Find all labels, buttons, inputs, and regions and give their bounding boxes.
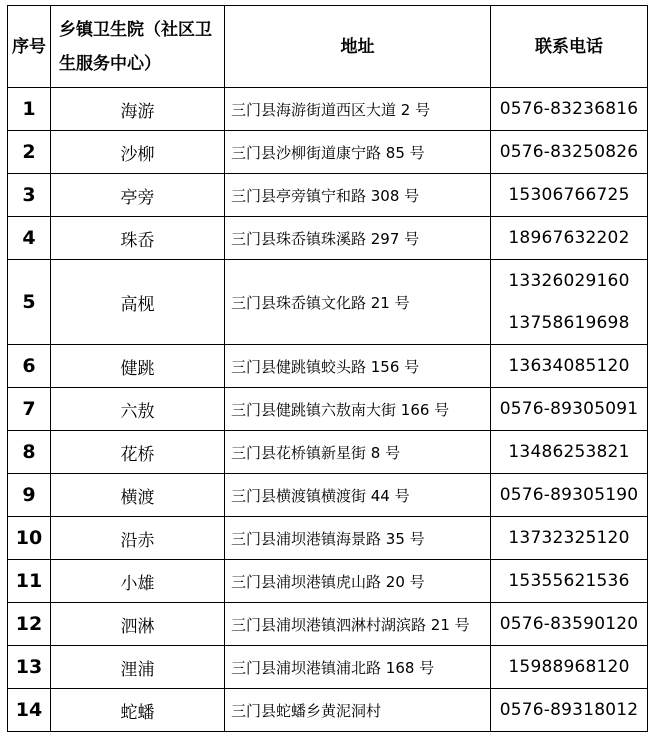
phone-number: 15988968120 — [508, 657, 630, 677]
row-phone — [491, 560, 648, 603]
table-row — [8, 431, 648, 474]
header-index: 序号 — [8, 6, 51, 88]
row-name: 蛇蟠 — [51, 689, 225, 732]
row-index: 5 — [8, 260, 51, 345]
table-row — [8, 345, 648, 388]
header-phone: 联系电话 — [491, 6, 648, 88]
row-address: 三门县浦坝港镇海景路 35 号 — [225, 517, 491, 560]
table-body — [8, 88, 648, 732]
table-row — [8, 560, 648, 603]
table-row — [8, 603, 648, 646]
row-index: 13 — [8, 646, 51, 689]
phone-number: 13486253821 — [508, 442, 630, 462]
row-index: 9 — [8, 474, 51, 517]
row-address: 三门县海游街道西区大道 2 号 — [225, 88, 491, 131]
row-index: 6 — [8, 345, 51, 388]
table-row — [8, 174, 648, 217]
row-address: 三门县珠岙镇珠溪路 297 号 — [225, 217, 491, 260]
row-phone — [491, 131, 648, 174]
row-phone — [491, 217, 648, 260]
row-index: 2 — [8, 131, 51, 174]
health-center-table — [7, 5, 648, 732]
phone-number: 13634085120 — [508, 356, 630, 376]
row-name: 海游 — [51, 88, 225, 131]
row-phone — [491, 689, 648, 732]
row-name: 沿赤 — [51, 517, 225, 560]
row-phone — [491, 260, 648, 345]
row-phone — [491, 474, 648, 517]
row-name: 珠岙 — [51, 217, 225, 260]
row-phone — [491, 174, 648, 217]
row-address: 三门县珠岙镇文化路 21 号 — [225, 260, 491, 345]
row-index: 11 — [8, 560, 51, 603]
phone-number: 13732325120 — [508, 528, 630, 548]
row-name: 小雄 — [51, 560, 225, 603]
table-row — [8, 260, 648, 345]
table-row — [8, 517, 648, 560]
phone-number: 0576-83236816 — [499, 99, 639, 119]
row-address: 三门县蛇蟠乡黄泥洞村 — [225, 689, 491, 732]
row-address: 三门县亭旁镇宁和路 308 号 — [225, 174, 491, 217]
row-phone — [491, 88, 648, 131]
row-name: 浬浦 — [51, 646, 225, 689]
row-name: 横渡 — [51, 474, 225, 517]
phone-number: 0576-89305190 — [499, 485, 639, 505]
row-index: 3 — [8, 174, 51, 217]
row-phone — [491, 517, 648, 560]
row-address: 三门县浦坝港镇浦北路 168 号 — [225, 646, 491, 689]
row-address: 三门县花桥镇新星街 8 号 — [225, 431, 491, 474]
table-row — [8, 217, 648, 260]
row-index: 1 — [8, 88, 51, 131]
phone-number: 15355621536 — [508, 571, 630, 591]
row-name: 泗淋 — [51, 603, 225, 646]
row-address: 三门县健跳镇蛟头路 156 号 — [225, 345, 491, 388]
table-row — [8, 88, 648, 131]
row-name: 亭旁 — [51, 174, 225, 217]
row-index: 8 — [8, 431, 51, 474]
row-address: 三门县浦坝港镇泗淋村湖滨路 21 号 — [225, 603, 491, 646]
row-phone — [491, 345, 648, 388]
row-index: 7 — [8, 388, 51, 431]
row-index: 12 — [8, 603, 51, 646]
phone-number: 0576-83250826 — [499, 142, 639, 162]
row-phone — [491, 603, 648, 646]
row-address: 三门县沙柳街道康宁路 85 号 — [225, 131, 491, 174]
row-phone — [491, 431, 648, 474]
table-row — [8, 689, 648, 732]
header-address: 地址 — [225, 6, 491, 88]
table-header-row — [8, 6, 648, 88]
row-phone — [491, 646, 648, 689]
table-row — [8, 388, 648, 431]
phone-number: 13758619698 — [508, 313, 630, 333]
row-phone — [491, 388, 648, 431]
row-name: 六敖 — [51, 388, 225, 431]
row-index: 4 — [8, 217, 51, 260]
phone-number: 0576-83590120 — [499, 614, 639, 634]
row-address: 三门县浦坝港镇虎山路 20 号 — [225, 560, 491, 603]
phone-number: 18967632202 — [508, 228, 630, 248]
phone-number: 13326029160 — [508, 271, 630, 291]
phone-number: 15306766725 — [508, 185, 630, 205]
phone-number: 0576-89318012 — [499, 700, 639, 720]
row-name: 健跳 — [51, 345, 225, 388]
row-name: 花桥 — [51, 431, 225, 474]
header-name: 乡镇卫生院（社区卫生服务中心） — [51, 6, 225, 88]
table-row — [8, 646, 648, 689]
row-address: 三门县横渡镇横渡街 44 号 — [225, 474, 491, 517]
row-index: 14 — [8, 689, 51, 732]
table-row — [8, 131, 648, 174]
phone-number: 0576-89305091 — [499, 399, 639, 419]
row-index: 10 — [8, 517, 51, 560]
row-name: 高枧 — [51, 260, 225, 345]
row-address: 三门县健跳镇六敖南大街 166 号 — [225, 388, 491, 431]
row-name: 沙柳 — [51, 131, 225, 174]
table-row — [8, 474, 648, 517]
